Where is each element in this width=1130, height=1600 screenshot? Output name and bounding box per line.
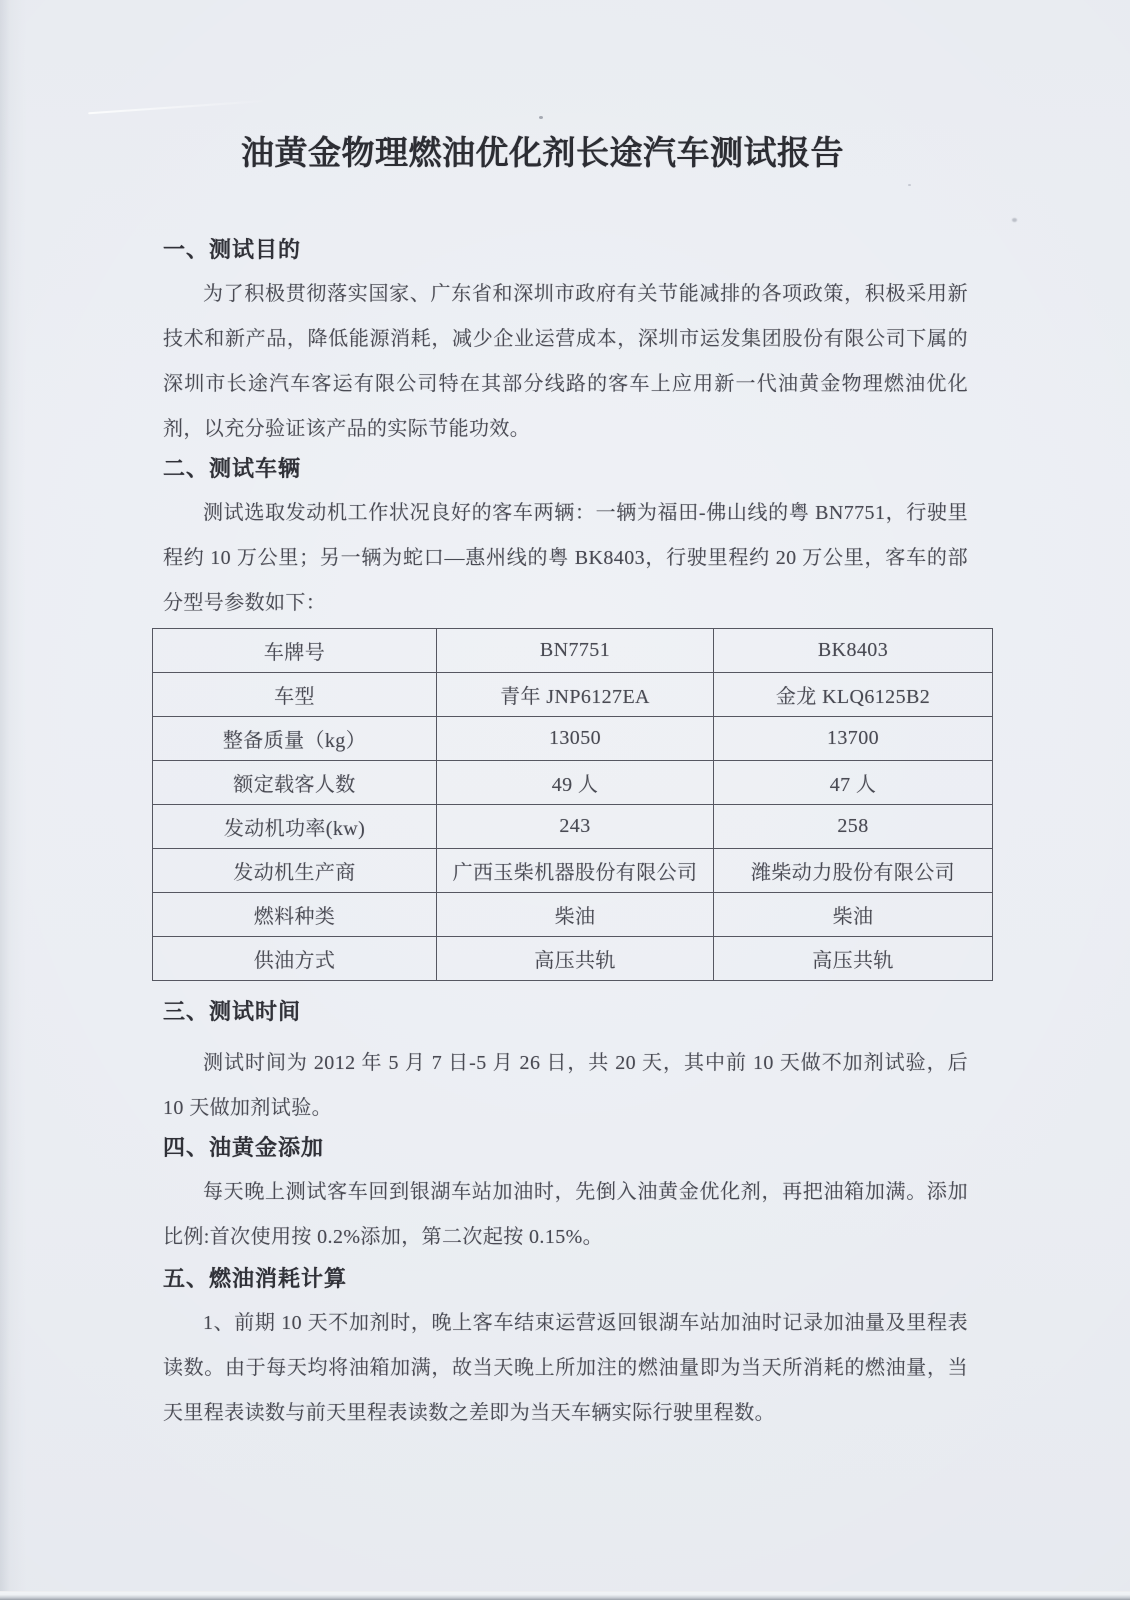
row-label: 车牌号 bbox=[153, 629, 437, 673]
cell-bn7751: 243 bbox=[437, 805, 714, 849]
scanner-bottom-edge bbox=[0, 1591, 1130, 1600]
cell-bn7751: 49 人 bbox=[437, 761, 714, 805]
section-heading-vehicles: 二、测试车辆 bbox=[163, 456, 302, 481]
cell-bk8403: 柴油 bbox=[714, 893, 993, 937]
table-row-engine-manufacturer bbox=[153, 849, 993, 893]
document-title: 油黄金物理燃油优化剂长途汽车测试报告 bbox=[241, 136, 844, 172]
cell-bn7751: 青年 JNP6127EA bbox=[437, 673, 714, 717]
table-row-engine-power bbox=[153, 805, 993, 849]
cell-bn7751: 柴油 bbox=[437, 893, 714, 937]
cell-bn7751: 高压共轨 bbox=[437, 937, 714, 981]
table-row-plate bbox=[153, 629, 993, 673]
row-label: 发动机功率(kw) bbox=[153, 805, 437, 849]
table-row-passenger-capacity bbox=[153, 761, 993, 805]
section-heading-fuel-calculation: 五、燃油消耗计算 bbox=[163, 1266, 348, 1291]
section-heading-test-time: 三、测试时间 bbox=[163, 999, 302, 1024]
cell-bn7751: 广西玉柴机器股份有限公司 bbox=[437, 849, 714, 893]
table-row-fuel-type bbox=[153, 893, 993, 937]
cell-bn7751: BN7751 bbox=[437, 629, 714, 673]
cell-bk8403: 金龙 KLQ6125B2 bbox=[714, 673, 993, 717]
section-heading-purpose: 一、测试目的 bbox=[163, 237, 302, 262]
row-label: 发动机生产商 bbox=[153, 849, 437, 893]
cell-bk8403: 潍柴动力股份有限公司 bbox=[714, 849, 993, 893]
section-body-purpose: 为了积极贯彻落实国家、广东省和深圳市政府有关节能减排的各项政策，积极采用新技术和新产品，降低能源消耗，减少企业运营成本，深圳市运发集团股份有限公司下属的深圳市长途汽车客运有限公司特在其部分线路的客车上应用新一代油黄金物理燃油优化剂，以充分验证该产品的实际节能功效。 bbox=[163, 283, 968, 440]
cell-bk8403: 13700 bbox=[714, 717, 993, 761]
row-label: 整备质量（kg） bbox=[153, 717, 437, 761]
section-heading-additive: 四、油黄金添加 bbox=[163, 1135, 325, 1160]
cell-bk8403: 高压共轨 bbox=[714, 937, 993, 981]
section-body-vehicles: 测试选取发动机工作状况良好的客车两辆：一辆为福田-佛山线的粤 BN7751，行驶里程约 10 万公里；另一辆为蛇口—惠州线的粤 BK8403，行驶里程约 20 万公里，客车的部分型号参数如下： bbox=[163, 502, 968, 614]
section-body-test-time: 测试时间为 2012 年 5 月 7 日-5 月 26 日，共 20 天，其中前 10 天做不加剂试验，后 10 天做加剂试验。 bbox=[163, 1052, 968, 1119]
cell-bk8403: BK8403 bbox=[714, 629, 993, 673]
section-body-additive: 每天晚上测试客车回到银湖车站加油时，先倒入油黄金优化剂，再把油箱加满。添加比例:首次使用按 0.2%添加，第二次起按 0.15%。 bbox=[163, 1181, 968, 1248]
row-label: 供油方式 bbox=[153, 937, 437, 981]
row-label: 额定载客人数 bbox=[153, 761, 437, 805]
cell-bk8403: 47 人 bbox=[714, 761, 993, 805]
cell-bn7751: 13050 bbox=[437, 717, 714, 761]
row-label: 燃料种类 bbox=[153, 893, 437, 937]
vehicle-parameters-table bbox=[152, 628, 993, 981]
cell-bk8403: 258 bbox=[714, 805, 993, 849]
section-body-fuel-calculation: 1、前期 10 天不加剂时，晚上客车结束运营返回银湖车站加油时记录加油量及里程表读数。由于每天均将油箱加满，故当天晚上所加注的燃油量即为当天所消耗的燃油量，当天里程表读数与前天里程表读数之差即为当天车辆实际行驶里程数。 bbox=[163, 1312, 968, 1424]
table-row-model bbox=[153, 673, 993, 717]
row-label: 车型 bbox=[153, 673, 437, 717]
table-row-fuel-supply bbox=[153, 937, 993, 981]
table-row-curb-weight bbox=[153, 717, 993, 761]
